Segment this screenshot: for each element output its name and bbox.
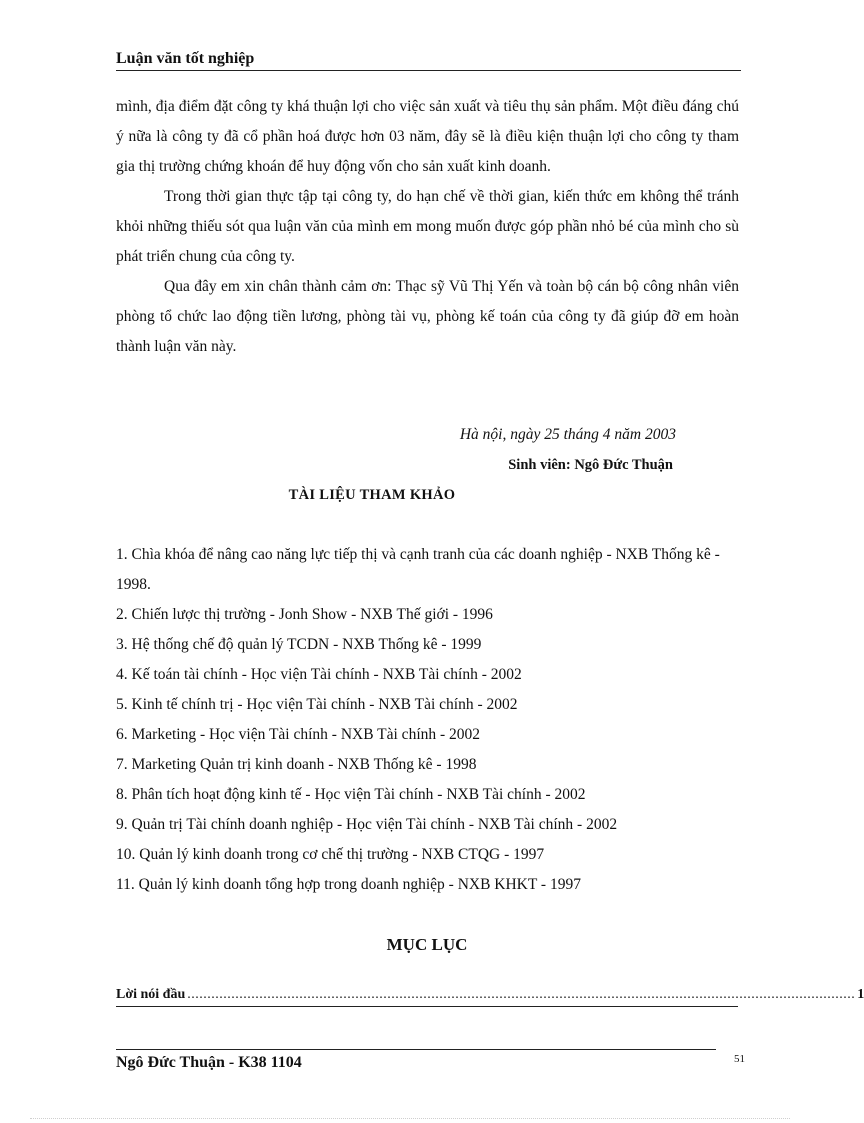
- reference-item: 2. Chiến lược thị trường - Jonh Show - NXB Thế giới - 1996: [116, 606, 493, 623]
- reference-item: 5. Kinh tế chính trị - Học viện Tài chính - NXB Tài chính - 2002: [116, 696, 518, 713]
- body-text: [116, 92, 739, 362]
- header-rule: [116, 70, 741, 71]
- footer-rule: [116, 1049, 716, 1050]
- reference-item: 4. Kế toán tài chính - Học viện Tài chính - NXB Tài chính - 2002: [116, 666, 522, 683]
- body-paragraph-1: mình, địa điểm đặt công ty khá thuận lợi cho việc sản xuất và tiêu thụ sản phẩm. Một điều đáng chú ý nữa là công ty đã cổ phần hoá được hơn 03 năm, đây sẽ là điều kiện thuận lợi cho công ty tham gia thị trường chứng khoán để huy động vốn cho sản xuất kinh doanh.: [116, 98, 739, 175]
- toc-entry-label: Lời nói đầu: [116, 987, 186, 1002]
- footer-page-number: 51: [734, 1053, 745, 1065]
- reference-item: 6. Marketing - Học viện Tài chính - NXB Tài chính - 2002: [116, 726, 481, 743]
- reference-item: 9. Quản trị Tài chính doanh nghiệp - Học viện Tài chính - NXB Tài chính - 2002: [116, 816, 618, 833]
- running-header-title: Luận văn tốt nghiệp: [116, 50, 255, 67]
- reference-item: 10. Quản lý kinh doanh trong cơ chế thị trường - NXB CTQG - 1997: [116, 846, 545, 863]
- signature-student: Sinh viên: Ngô Đức Thuận: [508, 457, 673, 473]
- toc-leader-dots: .......................................................................................................................................................................: [187, 987, 856, 1002]
- toc-entry[interactable]: [116, 985, 864, 1007]
- toc-entry-page: 1: [857, 987, 864, 1002]
- body-paragraph-3: Qua đây em xin chân thành cảm ơn: Thạc sỹ Vũ Thị Yến và toàn bộ cán bộ công nhân viên phòng tổ chức lao động tiền lương, phòng tài vụ, phòng kế toán của công ty đã giúp đỡ em hoàn thành luận văn này.: [116, 278, 739, 355]
- toc-heading: MỤC LỤC: [386, 935, 468, 954]
- references-list: [116, 540, 736, 900]
- page-bottom-edge: [30, 1118, 790, 1119]
- footer-author: Ngô Đức Thuận - K38 1104: [116, 1054, 302, 1071]
- references-heading: TÀI LIỆU THAM KHẢO: [288, 487, 456, 503]
- reference-item: 8. Phân tích hoạt động kinh tế - Học viện Tài chính - NXB Tài chính - 2002: [116, 786, 586, 803]
- reference-item: 11. Quản lý kinh doanh tổng hợp trong doanh nghiệp - NXB KHKT - 1997: [116, 876, 581, 893]
- reference-item: 3. Hệ thống chế độ quản lý TCDN - NXB Thống kê - 1999: [116, 636, 482, 653]
- body-paragraph-2: Trong thời gian thực tập tại công ty, do hạn chế về thời gian, kiến thức em không thể tránh khỏi những thiếu sót qua luận văn của mình em mong muốn được góp phần nhỏ bé của mình cho sù phát triển chung của công ty.: [116, 188, 739, 265]
- reference-item: 7. Marketing Quản trị kinh doanh - NXB Thống kê - 1998: [116, 756, 477, 773]
- reference-item: 1. Chìa khóa để nâng cao năng lực tiếp thị và cạnh tranh của các doanh nghiệp - NXB Thống kê - 1998.: [116, 546, 720, 593]
- signature-date: Hà nội, ngày 25 tháng 4 năm 2003: [459, 426, 676, 443]
